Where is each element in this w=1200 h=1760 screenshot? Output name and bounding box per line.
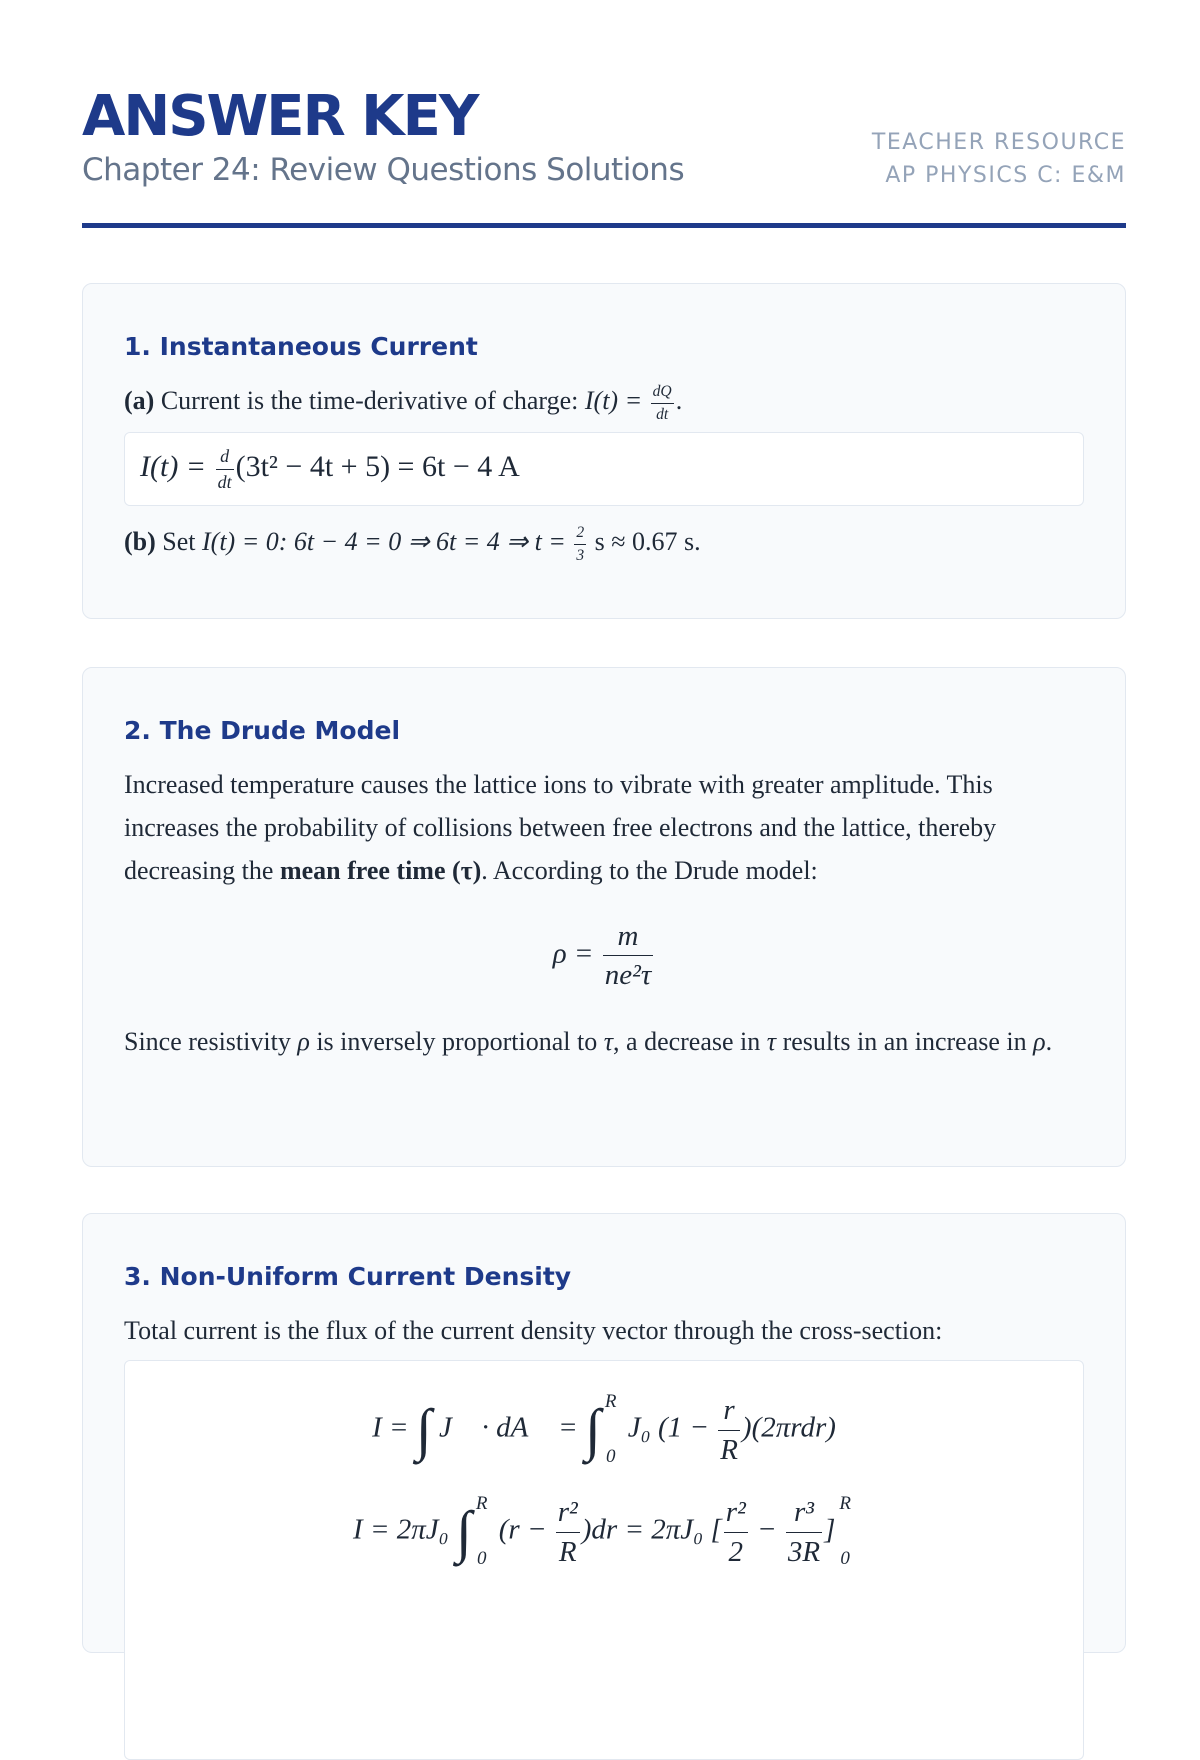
fraction	[574, 523, 586, 565]
numerator: r	[718, 1392, 740, 1430]
header-meta	[872, 126, 1126, 192]
question-heading: 3. Non-Uniform Current Density	[124, 1262, 572, 1291]
lower-limit: 0	[605, 1446, 616, 1468]
numerator: dQ	[651, 382, 674, 403]
math: (3t² − 4t + 5) = 6t − 4 A	[235, 449, 520, 483]
numerator: r³	[786, 1494, 822, 1532]
question-card-1	[82, 283, 1126, 619]
denominator: ne²τ	[604, 959, 652, 992]
text: . According to the Drude model:	[481, 856, 818, 885]
page-subtitle: Chapter 24: Review Questions Solutions	[82, 152, 685, 188]
equation-box	[124, 432, 1084, 506]
text: is inversely proportional to	[309, 1026, 604, 1056]
integral-sign: ∫	[585, 1397, 601, 1463]
math: )(2πrdr)	[741, 1411, 836, 1444]
math: I = 2πJ₀	[353, 1513, 456, 1546]
denominator: dt	[217, 471, 232, 492]
meta-resource: TEACHER RESOURCE	[871, 130, 1126, 155]
question-card-3	[82, 1213, 1126, 1653]
part-text: Set	[162, 527, 203, 557]
text: Increased temperature causes the lattice ions to vibrate with greater amplitude. This increases the probability of collisions between free electrons and the lattice, thereby decreasing the	[124, 770, 997, 885]
question-heading: 1. Instantaneous Current	[124, 332, 478, 361]
math: J₀ (1 −	[620, 1411, 717, 1444]
math: τ	[766, 1026, 777, 1056]
fraction	[603, 918, 653, 994]
fraction	[556, 1494, 580, 1570]
integral-sign: ∫	[456, 1499, 472, 1565]
fraction	[216, 445, 234, 493]
math: I =	[372, 1411, 416, 1444]
denominator: 2	[728, 1535, 744, 1568]
equation-box	[124, 1360, 1084, 1760]
fraction	[786, 1494, 822, 1570]
lower-limit: 0	[476, 1548, 487, 1570]
math: −	[749, 1513, 784, 1546]
fraction	[718, 1392, 740, 1468]
punct: .	[675, 386, 683, 415]
question-card-2	[82, 667, 1126, 1167]
denominator: dt	[656, 405, 669, 423]
paragraph	[124, 763, 1084, 892]
paragraph	[124, 1020, 1084, 1063]
equation-2	[140, 1493, 1068, 1571]
denominator: 3	[576, 546, 585, 564]
fraction	[724, 1494, 748, 1570]
math: ρ	[297, 1026, 310, 1056]
integral-sign: ∫	[415, 1397, 432, 1463]
limits	[605, 1391, 617, 1469]
part-label: (b)	[124, 527, 156, 557]
upper-limit: R	[604, 1391, 617, 1412]
drude-equation	[124, 918, 1084, 994]
equation-1	[140, 1391, 1068, 1469]
fraction	[651, 382, 674, 424]
page-title: ANSWER KEY	[82, 84, 478, 149]
upper-limit: R	[839, 1493, 851, 1514]
numerator: r²	[724, 1494, 748, 1532]
limits	[839, 1493, 851, 1571]
upper-limit: R	[475, 1493, 488, 1514]
meta-course: AP PHYSICS C: E&M	[885, 163, 1126, 188]
text: Since resistivity	[124, 1026, 298, 1056]
math: (r −	[491, 1513, 554, 1546]
numerator: d	[216, 445, 234, 470]
lower-limit: 0	[840, 1548, 850, 1570]
math: I(t) =	[584, 386, 649, 415]
math: J⃗ · dA⃗ =	[431, 1411, 585, 1444]
bold-term: mean free time (τ)	[279, 856, 482, 885]
text: results in an increase in	[776, 1026, 1034, 1056]
text: , a decrease in	[613, 1026, 767, 1056]
page-header	[82, 84, 1126, 228]
numerator: 2	[574, 523, 586, 544]
math: I(t) = 0: 6t − 4 = 0 ⇒ 6t = 4 ⇒ t =	[202, 527, 573, 557]
part-label: (a)	[124, 386, 155, 415]
denominator: R	[720, 1433, 738, 1466]
numerator: r²	[556, 1494, 580, 1532]
text: .	[1045, 1026, 1053, 1056]
limits	[476, 1493, 488, 1571]
math: τ	[603, 1026, 614, 1056]
paragraph: Total current is the flux of the current density vector through the cross-section:	[124, 1316, 943, 1345]
part-b	[124, 520, 1084, 565]
math: I(t) =	[140, 449, 214, 483]
math: ρ =	[552, 937, 601, 970]
part-a	[124, 379, 1084, 424]
part-text: Current is the time-derivative of charge:	[160, 386, 585, 415]
math: s ≈ 0.67 s.	[588, 527, 701, 557]
math: )dr = 2πJ₀ [	[581, 1513, 722, 1546]
denominator: 3R	[787, 1535, 821, 1568]
question-heading: 2. The Drude Model	[124, 716, 401, 745]
numerator: m	[603, 918, 653, 956]
denominator: R	[558, 1535, 577, 1568]
math: ρ	[1033, 1026, 1046, 1056]
math: ]	[824, 1513, 836, 1546]
